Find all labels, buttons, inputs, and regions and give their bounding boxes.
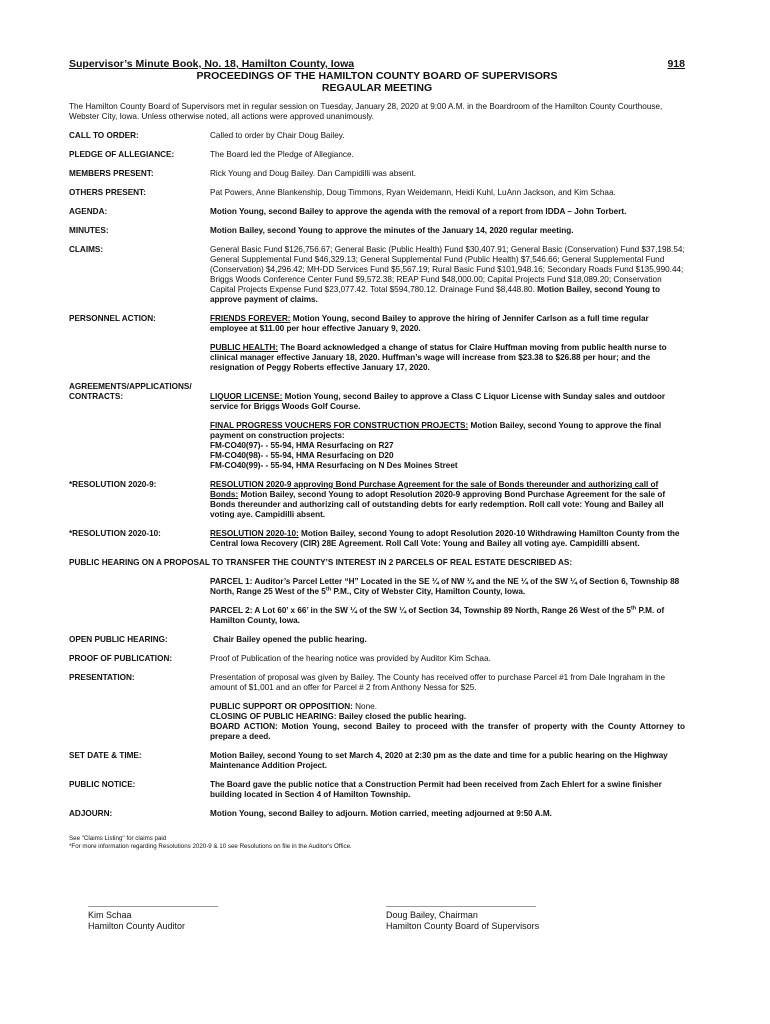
parcel-2-text-end: P.M. of Hamilton County, Iowa. [210,606,665,625]
board-action: BOARD ACTION: Motion Young, second Bailey to proceed with the transfer of property with the County Attorney to prepare a deed. [210,722,685,741]
agreements-text [210,382,685,471]
row-text [210,480,685,520]
minute-book-title: Supervisor’s Minute Book, No. 18, Hamilton County, Iowa [69,58,355,70]
signer-name: Doug Bailey, Chairman [386,910,478,920]
page-number: 918 [667,58,685,70]
parcel-1-text-end: P.M., City of Webster City, Hamilton County, Iowa. [331,587,526,596]
footnote: See "Claims Listing" for claims paid [69,835,167,842]
parcel-2-text: PARCEL 2: A Lot 60’ x 66’ in the SW ¼ of the SW ¼ of Section 34, Township 89 North, Range 26 West of the 5 [210,606,631,615]
liquor-license-paragraph [210,392,685,412]
row-text: Pat Powers, Anne Blankenship, Doug Timmons, Ryan Weidemann, Heidi Kuhl, LuAnn Jackson, and Kim Schaa. [210,188,616,197]
signature-line [88,906,218,907]
row-text: Motion Bailey, second Young to set March 4, 2020 at 2:30 pm as the date and time for a public hearing on the Highway Maintenance Addition Project. [210,751,668,770]
public-health-paragraph [210,343,685,373]
agreements-row [69,382,685,471]
parcel-1-text: PARCEL 1: Auditor’s Parcel Letter “H” Located in the SE ¼ of NW ¼ and the NE ¼ of the SW ¼ of Section 6, Township 88 North, Range 25 West of the 5 [210,577,680,596]
resolution-heading: RESOLUTION 2020-10: [210,529,299,538]
ordinal-suffix: th [630,605,637,612]
row-label: MEMBERS PRESENT: [69,169,154,178]
row-label: OTHERS PRESENT: [69,188,146,197]
footnote: *For more information regarding Resolutions 2020-9 & 10 see Resolutions on file in the Auditor's Office. [69,843,352,850]
meeting-type: REGAULAR MEETING [321,82,433,94]
row-label: SET DATE & TIME: [69,751,142,760]
claims-funds: General Basic Fund $126,756.67; General Basic (Public Health) Fund $30,407.91; General Basic (Conservation) Fund $37,198.54; General Supplemental Fund $46,329.13; General Supplemental Fund (Public Health) $7,546.66; General Supplemental Fund (Conservation) $4,296.42; MH-DD Services Fund $5,567.19; Rural Basic Fund $101,948.16; Secondary Roads Fund $135,990.44; Briggs Woods Conference Center Fund $9,572.38; REAP Fund $48,000.00; Capital Projects Fund $18,089.20; Conservation Capital Projects Expense Fund $23,077.42. Total $594,780.12. Drainage Fund $8,448.80. [210,245,685,294]
row-text [210,529,685,549]
ordinal-suffix: th [325,586,332,593]
proof-of-publication-row [69,654,685,664]
adjourn-row [69,809,685,819]
presentation-text [210,673,685,742]
presentation-paragraph: Presentation of proposal was given by Bailey. The County has received offer to purchase Parcel #1 from Dale Ingraham in the amount of $1,001 and an offer for Parcel # 2 from Anthony Nessa for $25. [210,673,666,692]
liquor-license-heading: LIQUOR LICENSE: [210,392,283,401]
agenda-row [69,207,685,217]
others-present-row [69,188,685,198]
row-label: PERSONNEL ACTION: [69,314,156,323]
row-label: *RESOLUTION 2020-10: [69,529,161,538]
personnel-text [210,314,685,373]
public-health-text: The Board acknowledged a change of status for Claire Huffman moving from public health nurse to clinical manager effective January 18, 2020. Huffman’s wage will increase from $23.38 to $26.88 per hour; and the resignation of Peggy Roberts effective January 17, 2020. [210,343,667,372]
row-text: Motion Bailey, second Young to approve the minutes of the January 14, 2020 regular meeting. [210,226,574,235]
closing-hearing: CLOSING OF PUBLIC HEARING: Bailey closed the public hearing. [210,712,467,721]
resolution-text: Motion Bailey, second Young to adopt Resolution 2020-9 approving Bond Purchase Agreement for the sale of Bonds thereunder and authorizing call of outstanding debts for early redemption. Roll call vote: Young and Bailey all voting aye. Campidilli absent. [210,490,666,519]
row-text: Rick Young and Doug Bailey. Dan Campidilli was absent. [210,169,417,178]
hearing-actions [210,702,685,742]
row-label: PLEDGE OF ALLEGIANCE: [69,150,175,159]
intro-paragraph: The Hamilton County Board of Supervisors met in regular session on Tuesday, January 28, 2020 at 9:00 A.M. in the Boardroom of the Hamilton County Courthouse, Webster City, Iowa. Unless otherwise noted, all actions were approved unanimously. [69,102,663,121]
auditor-signature-block [88,906,218,931]
final-vouchers-text: Motion Bailey, second Young to approve the final payment on construction projects: [210,421,662,440]
row-label: *RESOLUTION 2020-9: [69,480,157,489]
row-text: Motion Young, second Bailey to adjourn. Motion carried, meeting adjourned at 9:50 A.M. [210,809,552,818]
claims-row [69,245,685,305]
presentation-row [69,673,685,742]
row-text: Called to order by Chair Doug Bailey. [210,131,345,140]
row-text: The Board led the Pledge of Allegiance. [210,150,354,159]
footnotes [69,835,685,851]
claims-motion: Motion Bailey, second Young to approve payment of claims. [210,285,660,304]
resolution-text: Motion Bailey, second Young to adopt Resolution 2020-10 Withdrawing Hamilton County from the Central Iowa Recovery (CIR) 28E Agreement. Roll Call Vote: Young and Bailey all voting aye. Campidilli absent. [210,529,680,548]
support-opposition [210,702,685,712]
parcel-1 [210,577,685,597]
signature-line [386,906,536,907]
friends-forever-paragraph [210,314,685,334]
final-vouchers-heading: FINAL PROGRESS VOUCHERS FOR CONSTRUCTION PROJECTS: [210,421,469,430]
project-item: FM-CO40(98)- - 55-94, HMA Resurfacing on D20 [210,451,394,460]
project-item: FM-CO40(97)- - 55-94, HMA Resurfacing on R27 [210,441,394,450]
members-present-row [69,169,685,179]
minutes-row [69,226,685,236]
row-label: MINUTES: [69,226,109,235]
parcel-2 [210,606,685,626]
row-label: ADJOURN: [69,809,113,818]
open-hearing-row [69,635,685,645]
resolution-2020-9-row [69,480,685,520]
personnel-row [69,314,685,373]
final-vouchers-paragraph [210,421,685,471]
project-item: FM-CO40(99)- - 55-94, HMA Resurfacing on N Des Moines Street [210,461,458,470]
support-text: None. [352,702,377,711]
agreements-label-1: AGREEMENTS/APPLICATIONS/ [69,382,192,391]
row-label: OPEN PUBLIC HEARING: [69,635,168,644]
row-label [69,382,210,471]
public-notice-row [69,780,685,800]
row-label: PUBLIC NOTICE: [69,780,136,789]
row-label: PRESENTATION: [69,673,135,682]
document-header [69,58,685,70]
resolution-2020-10-row [69,529,685,549]
liquor-license-text: Motion Young, second Bailey to approve a Class C Liquor License with Sunday sales and outdoor service for Briggs Woods Golf Course. [210,392,666,411]
support-heading: PUBLIC SUPPORT OR OPPOSITION: [210,702,353,711]
minutes-document [69,58,685,851]
set-date-row [69,751,685,771]
signer-title: Hamilton County Board of Supervisors [386,920,540,931]
row-label: CALL TO ORDER: [69,131,139,140]
row-text: Chair Bailey opened the public hearing. [213,635,367,644]
signer-name: Kim Schaa [88,910,132,920]
friends-forever-text: Motion Young, second Bailey to approve the hiring of Jennifer Carlson as a full time regular employee at $11.00 per hour effective January 9, 2020. [210,314,649,333]
chairman-signature-block [386,906,539,931]
row-label: PROOF OF PUBLICATION: [69,654,173,663]
public-hearing-title: PUBLIC HEARING ON A PROPOSAL TO TRANSFER THE COUNTY’S INTEREST IN 2 PARCELS OF REAL ESTATE DESCRIBED AS: [69,558,573,567]
row-text: Motion Young, second Bailey to approve the agenda with the removal of a report from IDDA – John Torbert. [210,207,627,216]
resolution-heading: RESOLUTION 2020-9 approving Bond Purchase Agreement for the sale of Bonds thereunder and authorizing call of Bonds: [210,480,659,499]
agreements-label-2: CONTRACTS: [69,392,124,401]
public-health-heading: PUBLIC HEALTH: [210,343,279,352]
row-label: CLAIMS: [69,245,104,254]
claims-text [210,245,685,305]
call-to-order-row [69,131,685,141]
signer-title: Hamilton County Auditor [88,920,186,931]
row-text: Proof of Publication of the hearing notice was provided by Auditor Kim Schaa. [210,654,491,663]
row-label: AGENDA: [69,207,108,216]
pledge-row [69,150,685,160]
friends-forever-heading: FRIENDS FOREVER: [210,314,291,323]
proceedings-title: PROCEEDINGS OF THE HAMILTON COUNTY BOARD OF SUPERVISORS [196,70,558,82]
row-text: The Board gave the public notice that a Construction Permit had been received from Zach Ehlert for a swine finisher building located in Section 4 of Hamilton Township. [210,780,662,799]
